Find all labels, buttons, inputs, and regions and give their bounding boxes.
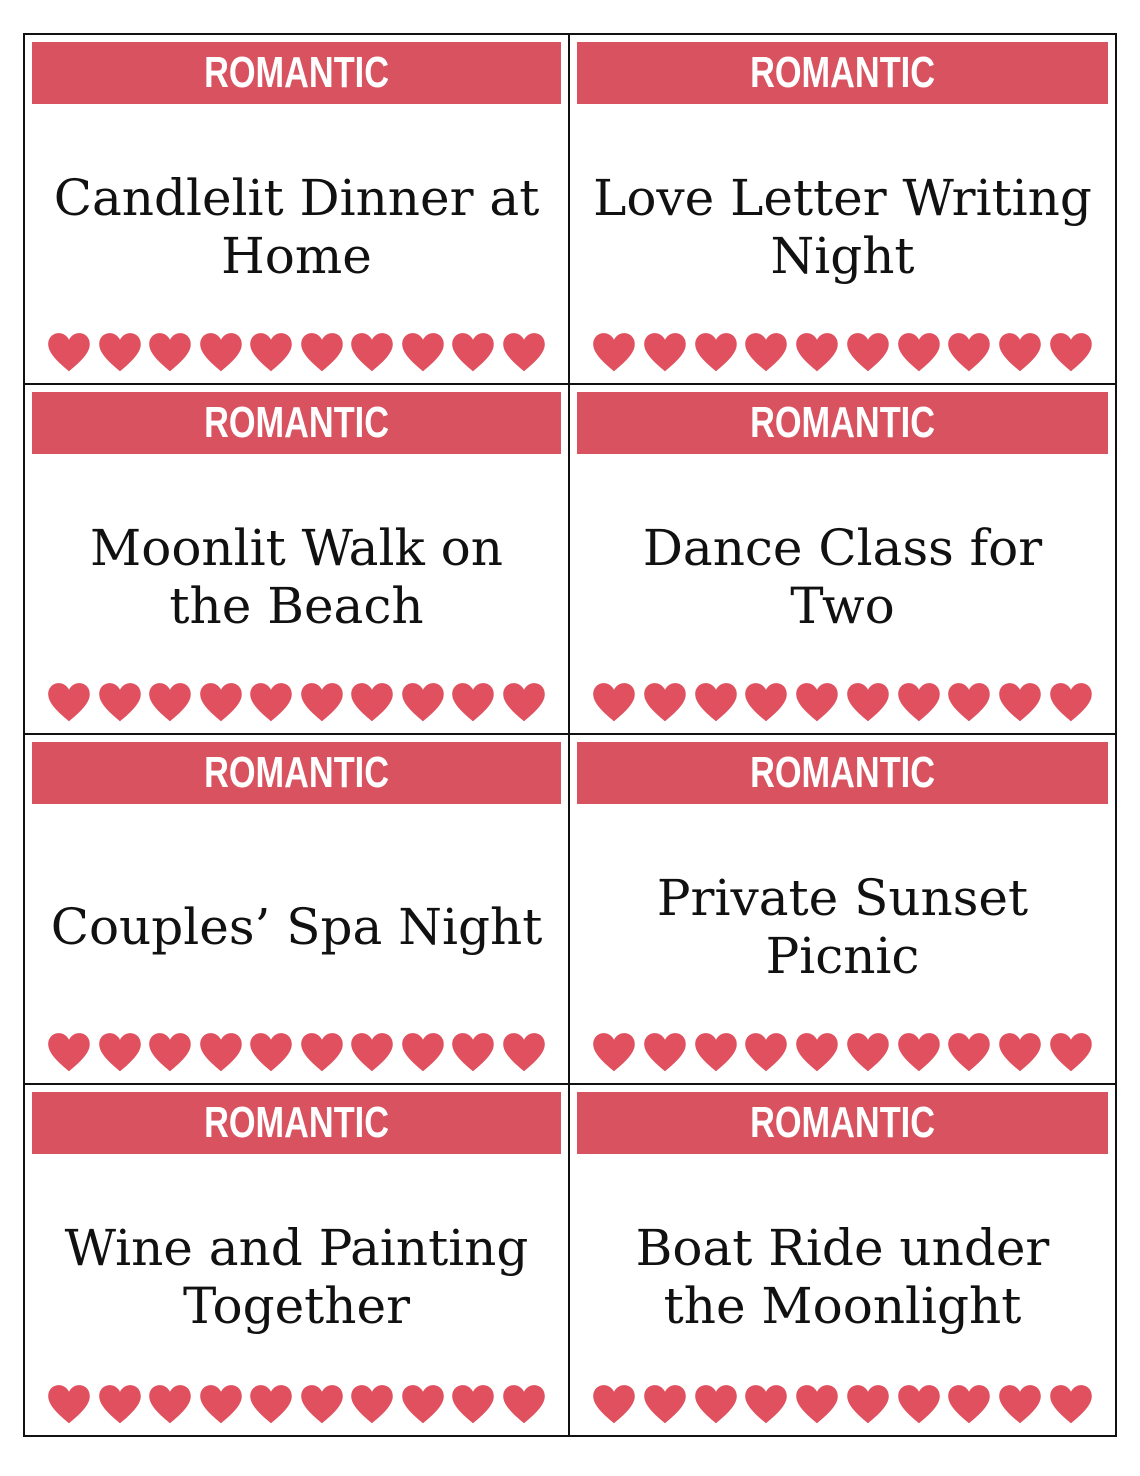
heart-icon — [98, 332, 142, 372]
hearts-row — [588, 1381, 1097, 1427]
heart-icon — [744, 332, 788, 372]
hearts-row — [588, 1029, 1097, 1075]
category-banner — [577, 1092, 1108, 1154]
category-label: ROMANTIC — [750, 1098, 935, 1147]
heart-icon — [199, 1032, 243, 1072]
heart-icon — [300, 682, 344, 722]
heart-icon — [502, 1032, 546, 1072]
category-banner — [32, 1092, 561, 1154]
heart-icon — [897, 1032, 941, 1072]
heart-icon — [998, 682, 1042, 722]
heart-icon — [47, 1384, 91, 1424]
category-banner — [577, 392, 1108, 454]
heart-icon — [744, 682, 788, 722]
heart-icon — [249, 682, 293, 722]
heart-icon — [98, 682, 142, 722]
heart-icon — [694, 1384, 738, 1424]
hearts-row — [588, 329, 1097, 375]
card-title: Wine and Painting Together — [64, 1219, 529, 1335]
category-banner — [32, 392, 561, 454]
card-title: Moonlit Walk on the Beach — [90, 519, 503, 635]
heart-icon — [694, 332, 738, 372]
heart-icon — [592, 1384, 636, 1424]
heart-icon — [451, 1032, 495, 1072]
heart-icon — [350, 332, 394, 372]
heart-icon — [148, 332, 192, 372]
heart-icon — [401, 1384, 445, 1424]
heart-icon — [947, 682, 991, 722]
date-card — [25, 385, 570, 735]
heart-icon — [643, 1032, 687, 1072]
date-card — [570, 385, 1115, 735]
hearts-row — [43, 1029, 550, 1075]
date-card — [25, 35, 570, 385]
heart-icon — [795, 332, 839, 372]
card-title: Boat Ride under the Moonlight — [635, 1219, 1050, 1335]
heart-icon — [401, 682, 445, 722]
date-card — [25, 735, 570, 1085]
heart-icon — [199, 682, 243, 722]
heart-icon — [47, 332, 91, 372]
heart-icon — [47, 682, 91, 722]
card-title: Couples’ Spa Night — [50, 898, 543, 956]
heart-icon — [502, 682, 546, 722]
date-card — [570, 1085, 1115, 1435]
heart-icon — [401, 1032, 445, 1072]
heart-icon — [350, 682, 394, 722]
heart-icon — [846, 1032, 890, 1072]
card-title: Love Letter Writing Night — [593, 169, 1092, 285]
heart-icon — [897, 332, 941, 372]
heart-icon — [592, 682, 636, 722]
heart-icon — [998, 1384, 1042, 1424]
heart-icon — [643, 1384, 687, 1424]
heart-icon — [897, 1384, 941, 1424]
heart-icon — [350, 1384, 394, 1424]
heart-icon — [947, 1384, 991, 1424]
heart-icon — [1049, 682, 1093, 722]
heart-icon — [998, 332, 1042, 372]
heart-icon — [148, 1384, 192, 1424]
date-card — [25, 1085, 570, 1435]
heart-icon — [795, 1032, 839, 1072]
heart-icon — [451, 682, 495, 722]
hearts-row — [588, 679, 1097, 725]
heart-icon — [300, 1032, 344, 1072]
heart-icon — [592, 1032, 636, 1072]
card-sheet — [23, 33, 1117, 1437]
heart-icon — [846, 682, 890, 722]
heart-icon — [1049, 1032, 1093, 1072]
heart-icon — [249, 1384, 293, 1424]
category-label: ROMANTIC — [204, 1098, 389, 1147]
heart-icon — [744, 1384, 788, 1424]
heart-icon — [502, 332, 546, 372]
category-label: ROMANTIC — [750, 748, 935, 797]
heart-icon — [47, 1032, 91, 1072]
heart-icon — [643, 332, 687, 372]
category-banner — [32, 742, 561, 804]
heart-icon — [694, 1032, 738, 1072]
hearts-row — [43, 1381, 550, 1427]
heart-icon — [98, 1032, 142, 1072]
heart-icon — [148, 682, 192, 722]
heart-icon — [795, 1384, 839, 1424]
heart-icon — [300, 332, 344, 372]
heart-icon — [401, 332, 445, 372]
heart-icon — [502, 1384, 546, 1424]
heart-icon — [744, 1032, 788, 1072]
heart-icon — [98, 1384, 142, 1424]
date-card — [570, 735, 1115, 1085]
heart-icon — [897, 682, 941, 722]
heart-icon — [1049, 1384, 1093, 1424]
card-title: Private Sunset Picnic — [656, 869, 1029, 985]
heart-icon — [451, 1384, 495, 1424]
heart-icon — [199, 332, 243, 372]
category-label: ROMANTIC — [750, 398, 935, 447]
heart-icon — [350, 1032, 394, 1072]
date-card — [570, 35, 1115, 385]
category-banner — [577, 42, 1108, 104]
heart-icon — [643, 682, 687, 722]
category-label: ROMANTIC — [204, 748, 389, 797]
category-label: ROMANTIC — [750, 48, 935, 97]
heart-icon — [694, 682, 738, 722]
heart-icon — [947, 1032, 991, 1072]
heart-icon — [846, 1384, 890, 1424]
heart-icon — [148, 1032, 192, 1072]
heart-icon — [795, 682, 839, 722]
heart-icon — [592, 332, 636, 372]
heart-icon — [249, 1032, 293, 1072]
heart-icon — [451, 332, 495, 372]
heart-icon — [1049, 332, 1093, 372]
heart-icon — [199, 1384, 243, 1424]
hearts-row — [43, 679, 550, 725]
card-title: Dance Class for Two — [642, 519, 1043, 635]
category-banner — [32, 42, 561, 104]
heart-icon — [998, 1032, 1042, 1072]
heart-icon — [947, 332, 991, 372]
card-title: Candlelit Dinner at Home — [53, 169, 540, 285]
hearts-row — [43, 329, 550, 375]
heart-icon — [300, 1384, 344, 1424]
category-label: ROMANTIC — [204, 398, 389, 447]
category-banner — [577, 742, 1108, 804]
heart-icon — [249, 332, 293, 372]
category-label: ROMANTIC — [204, 48, 389, 97]
heart-icon — [846, 332, 890, 372]
